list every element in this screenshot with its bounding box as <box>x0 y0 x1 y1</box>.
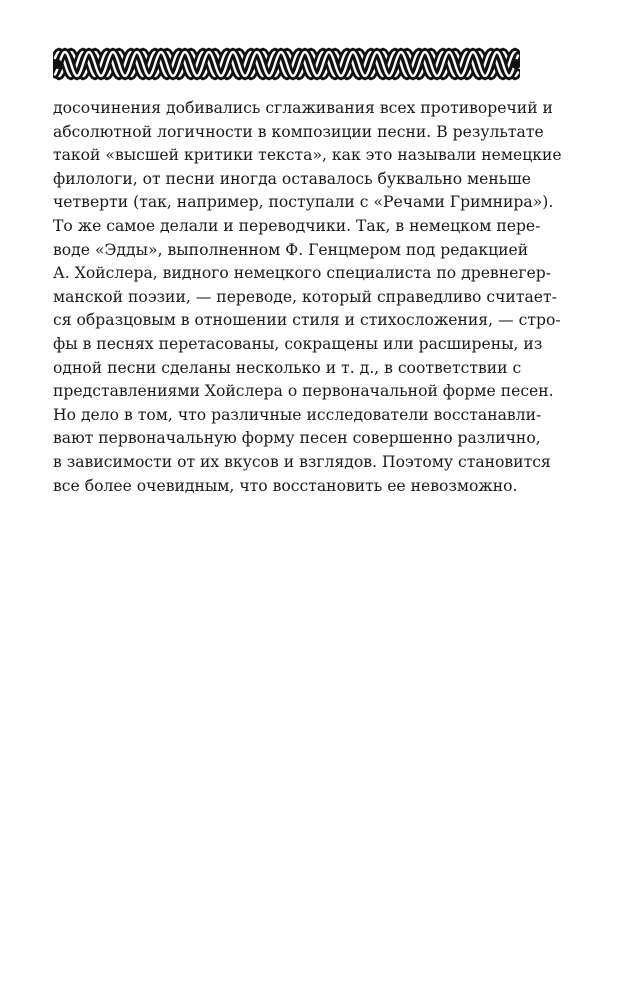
text-line: манской поэзии, — переводе, который справедливо считает- <box>53 287 557 306</box>
text-line: ся образцовым в отношении стиля и стихосложения, — стро- <box>53 311 561 330</box>
text-line: четверти (так, например, поступали с «Речами Гримнира»). <box>53 193 554 212</box>
text-line: Но дело в том, что различные исследователи восстанавли- <box>53 405 542 424</box>
text-line: вают первоначальную форму песен совершенно различно, <box>53 429 541 448</box>
celtic-knot-ornament <box>53 44 520 84</box>
text-line: представлениями Хойслера о первоначальной форме песен. <box>53 382 554 401</box>
text-line: абсолютной логичности в композиции песни. В результате <box>53 122 544 141</box>
text-line: досочинения добивались сглаживания всех противоречий и <box>53 99 553 117</box>
text-line: в зависимости от их вкусов и взглядов. Поэтому становится <box>53 452 551 471</box>
text-line: А. Хойслера, видного немецкого специалиста по древнегер- <box>53 264 551 283</box>
text-line: одной песни сделаны несколько и т. д., в соответствии с <box>53 358 522 377</box>
text-line: фы в песнях перетасованы, сокращены или расширены, из <box>53 334 543 353</box>
body-text <box>53 97 562 498</box>
text-line: воде «Эдды», выполненном Ф. Генцмером под редакцией <box>53 240 529 259</box>
text-line: такой «высшей критики текста», как это называли немецкие <box>53 146 562 165</box>
text-line: филологи, от песни иногда оставалось буквально меньше <box>53 169 532 188</box>
text-line: То же самое делали и переводчики. Так, в немецком пере- <box>53 216 541 235</box>
text-line: все более очевидным, что восстановить ее невозможно. <box>53 476 518 495</box>
